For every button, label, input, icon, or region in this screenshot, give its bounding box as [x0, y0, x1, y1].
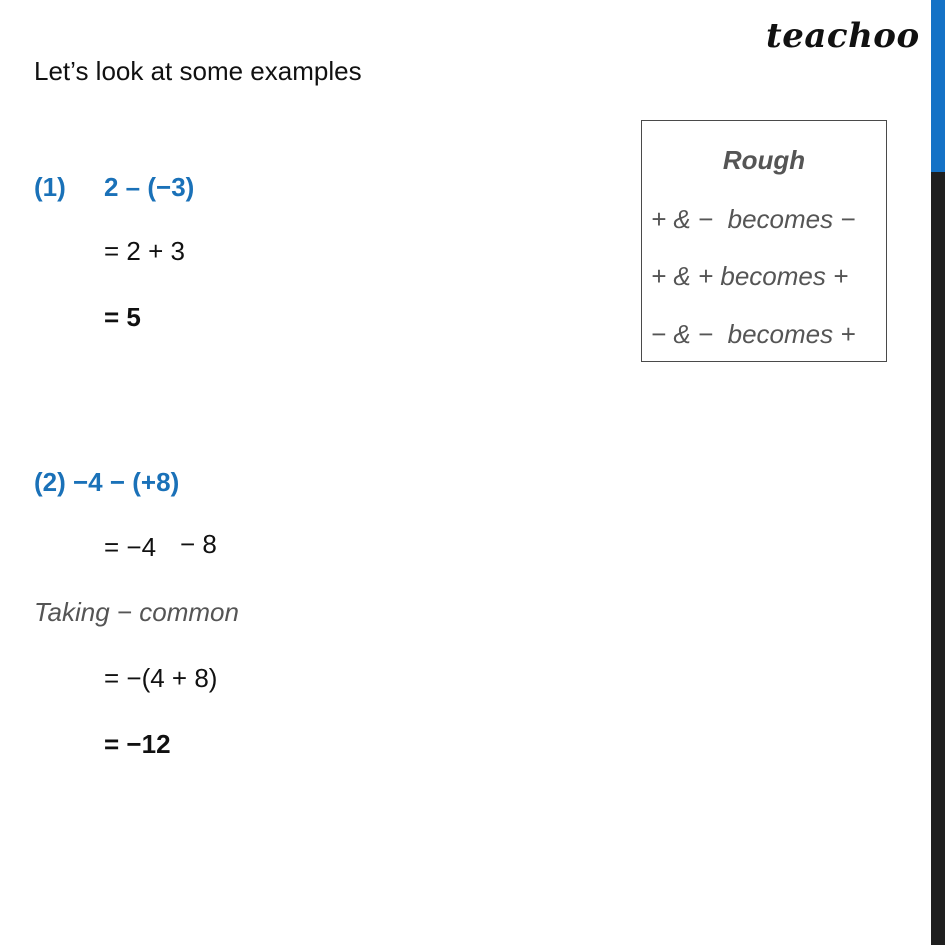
example2-heading: (2) −4 − (+8)	[34, 467, 180, 497]
rough-rule: + & − becomes −	[651, 204, 856, 234]
example1-result: = 5	[104, 302, 141, 332]
brand-logo: teachoo	[766, 16, 920, 56]
example2-step1: = −4	[104, 532, 157, 562]
rough-rule: − & − becomes +	[651, 319, 856, 349]
example1-step: = 2 + 3	[104, 236, 185, 266]
example1-expression: 2 – (−3)	[104, 172, 195, 202]
intro-text: Let’s look at some examples	[34, 56, 362, 86]
example1-label: (1)	[34, 172, 66, 202]
example2-step2: = −(4 + 8)	[104, 663, 218, 693]
rough-rule: + & + becomes +	[651, 261, 849, 291]
rough-work-box	[641, 120, 887, 362]
example2-result-value: −12	[126, 729, 171, 759]
rough-title: Rough	[722, 145, 806, 175]
example2-result	[104, 731, 171, 757]
scrollbar-thumb[interactable]	[931, 0, 945, 172]
example2-note: Taking − common	[34, 597, 239, 627]
example2-step1-annotation: − 8	[180, 529, 217, 559]
example2-result-prefix: =	[104, 729, 127, 759]
scrollbar[interactable]	[931, 0, 945, 945]
